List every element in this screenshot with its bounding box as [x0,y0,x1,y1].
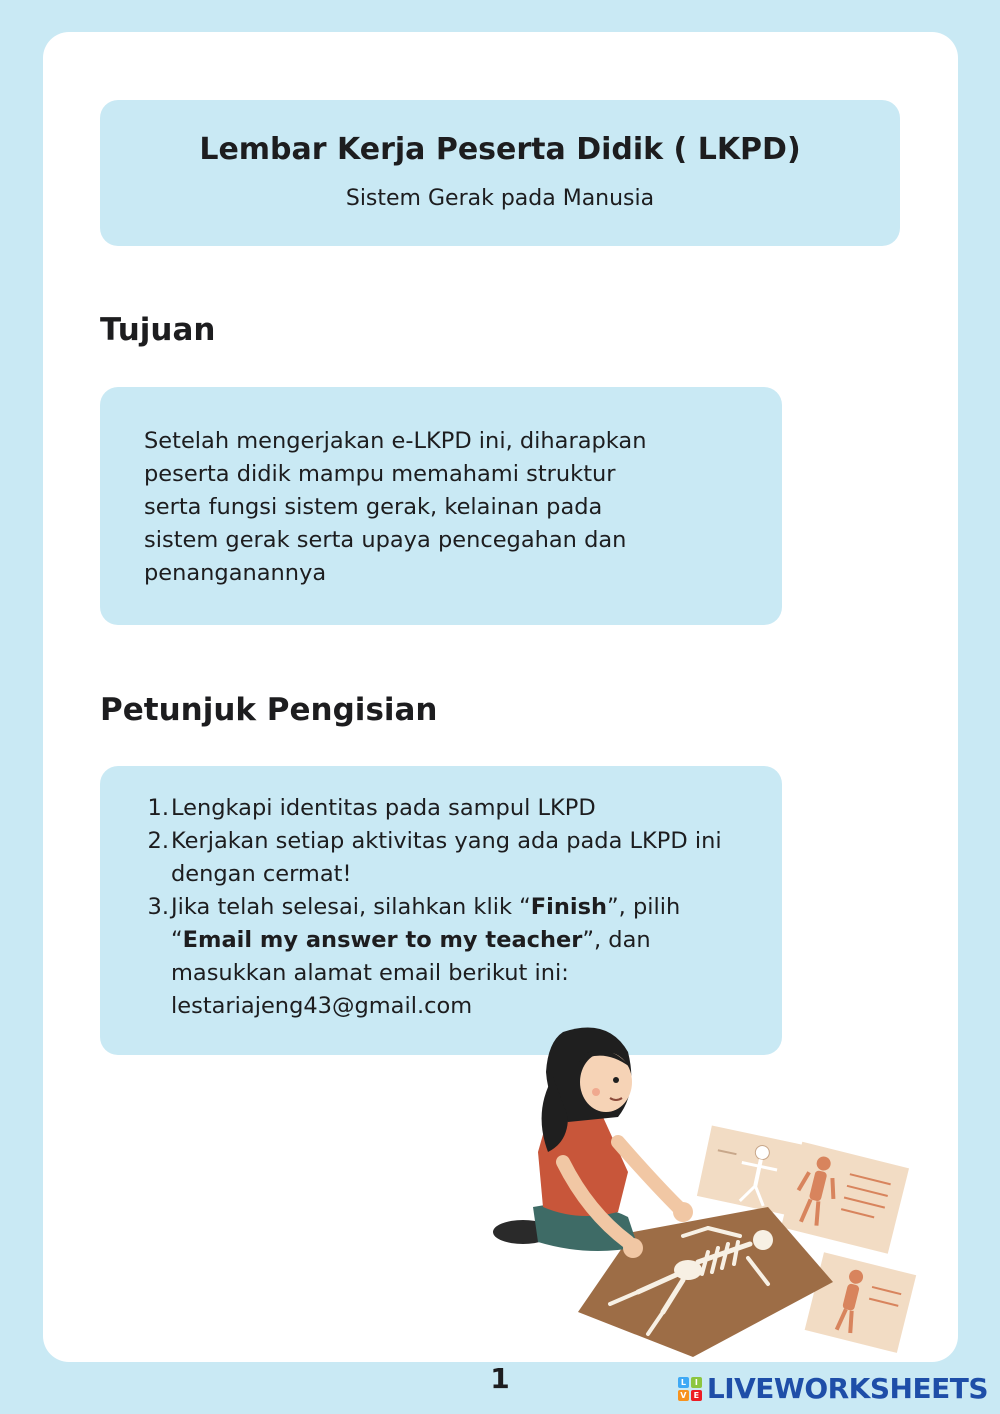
tujuan-line: Setelah mengerjakan e-LKPD ini, diharapkan [144,428,647,454]
teacher-email: lestariajeng43@gmail.com [171,993,473,1019]
step-text [171,891,764,1023]
tujuan-line: peserta didik mampu memahami struktur [144,461,616,487]
step-number: 3. [147,894,169,920]
instruction-list [144,792,764,1023]
email-option-label: Email my answer to my teacher [182,927,583,953]
tujuan-line: serta fungsi sistem gerak, kelainan pada [144,494,603,520]
tujuan-heading: Tujuan [100,312,216,348]
header-box [100,100,900,246]
page-title: Lembar Kerja Peserta Didik ( LKPD) [199,132,801,167]
finish-label: Finish [530,894,608,920]
list-item [144,792,764,825]
liveworksheets-logo [678,1372,988,1405]
girl-with-skeleton-puzzle-illustration [478,1022,918,1367]
tujuan-line: sistem gerak serta upaya pencegahan dan [144,527,627,553]
list-item [144,825,764,891]
liveworksheets-mark-icon: L I V E [678,1377,702,1401]
brand-name: LIVEWORKSHEETS [706,1372,988,1405]
tujuan-text [144,425,744,590]
list-item [144,891,764,1023]
step-text-part: ”, dan masukkan alamat email berikut ini: [171,927,651,986]
tujuan-line: penanganannya [144,560,327,586]
step-number: 2. [147,828,169,854]
tujuan-box [100,387,782,625]
step-text: Lengkapi identitas pada sampul LKPD [171,795,596,821]
petunjuk-box [100,766,782,1055]
petunjuk-heading: Petunjuk Pengisian [100,692,438,728]
page-subtitle: Sistem Gerak pada Manusia [345,186,655,211]
page-number: 1 [490,1362,510,1395]
step-text-part: ”, pilih “ [171,894,681,953]
step-number: 1. [147,795,169,821]
step-text: Kerjakan setiap aktivitas yang ada pada LKPD ini dengan cermat! [171,828,722,887]
step-text-part: Jika telah selesai, silahkan klik “ [171,894,531,920]
